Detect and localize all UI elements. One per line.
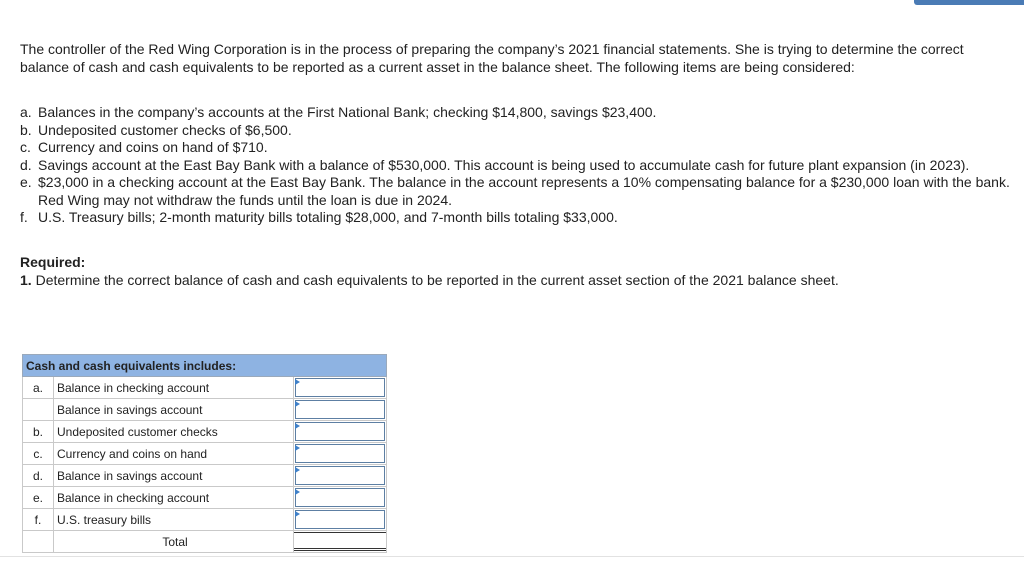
input-flag-icon bbox=[295, 379, 300, 385]
input-flag-icon bbox=[295, 489, 300, 495]
problem-content bbox=[20, 40, 1010, 289]
top-accent-bar bbox=[914, 0, 1024, 5]
input-flag-icon bbox=[295, 423, 300, 429]
table-row bbox=[23, 487, 387, 509]
cash-equivalents-table bbox=[22, 354, 387, 553]
amount-input-checking-e[interactable] bbox=[295, 488, 385, 507]
row-letter: a. bbox=[23, 377, 54, 399]
input-flag-icon bbox=[295, 401, 300, 407]
amount-input-treasury-bills[interactable] bbox=[295, 510, 385, 529]
table-row bbox=[23, 465, 387, 487]
list-item: f. U.S. Treasury bills; 2-month maturity bills totaling $28,000, and 7-month bills totaling $33,000. bbox=[20, 209, 618, 225]
table-header-row bbox=[23, 355, 387, 377]
input-flag-icon bbox=[295, 445, 300, 451]
row-description: Currency and coins on hand bbox=[54, 443, 294, 465]
table-row bbox=[23, 443, 387, 465]
intro-paragraph: The controller of the Red Wing Corporation is in the process of preparing the company’s 2021 financial statements. She is trying to determine the correct balance of cash and cash equivalents to be reported as a current asset in the balance sheet. The following items are being considered: bbox=[20, 41, 964, 75]
row-letter: e. bbox=[23, 487, 54, 509]
row-letter: b. bbox=[23, 421, 54, 443]
amount-input-savings-d[interactable] bbox=[295, 466, 385, 485]
required-question bbox=[20, 271, 1010, 289]
question-text: Determine the correct balance of cash and cash equivalents to be reported in the current asset section of the 2021 balance sheet. bbox=[35, 271, 839, 288]
row-description: Undeposited customer checks bbox=[54, 421, 294, 443]
row-description: Balance in checking account bbox=[54, 487, 294, 509]
input-flag-icon bbox=[295, 511, 300, 517]
amount-input-savings-a[interactable] bbox=[295, 400, 385, 419]
row-letter: f. bbox=[23, 509, 54, 531]
row-description: U.S. treasury bills bbox=[54, 509, 294, 531]
list-item: d. Savings account at the East Bay Bank with a balance of $530,000. This account is being used to accumulate cash for future plant expansion (in 2023). bbox=[20, 156, 970, 173]
question-number: 1. bbox=[20, 271, 32, 288]
table-total-row bbox=[23, 531, 387, 553]
amount-input-undeposited-checks[interactable] bbox=[295, 422, 385, 441]
table-row bbox=[23, 399, 387, 421]
row-description: Balance in checking account bbox=[54, 377, 294, 399]
amount-input-checking-a[interactable] bbox=[295, 378, 385, 397]
list-item: a. Balances in the company’s accounts at the First National Bank; checking $14,800, savings $23,400. bbox=[20, 104, 657, 120]
bottom-divider bbox=[0, 556, 1024, 557]
list-item: c. Currency and coins on hand of $710. bbox=[20, 139, 268, 155]
row-letter: c. bbox=[23, 443, 54, 465]
row-letter: d. bbox=[23, 465, 54, 487]
total-label: Total bbox=[54, 531, 294, 553]
row-description: Balance in savings account bbox=[54, 399, 294, 421]
table-header: Cash and cash equivalents includes: bbox=[23, 355, 387, 377]
list-item: b. Undeposited customer checks of $6,500. bbox=[20, 121, 292, 138]
list-item: e. $23,000 in a checking account at the East Bay Bank. The balance in the account represents a 10% compensating balance for a $230,000 loan with the bank. Red Wing may not withdraw the funds until the loan is due in 2024. bbox=[20, 174, 1010, 208]
input-flag-icon bbox=[295, 467, 300, 473]
considered-items-list bbox=[20, 104, 1010, 227]
row-description: Balance in savings account bbox=[54, 465, 294, 487]
table-row bbox=[23, 509, 387, 531]
table-row bbox=[23, 421, 387, 443]
row-letter bbox=[23, 399, 54, 421]
amount-input-currency-coins[interactable] bbox=[295, 444, 385, 463]
total-value-box bbox=[294, 532, 386, 551]
table-row bbox=[23, 377, 387, 399]
required-heading: Required: bbox=[20, 253, 86, 270]
